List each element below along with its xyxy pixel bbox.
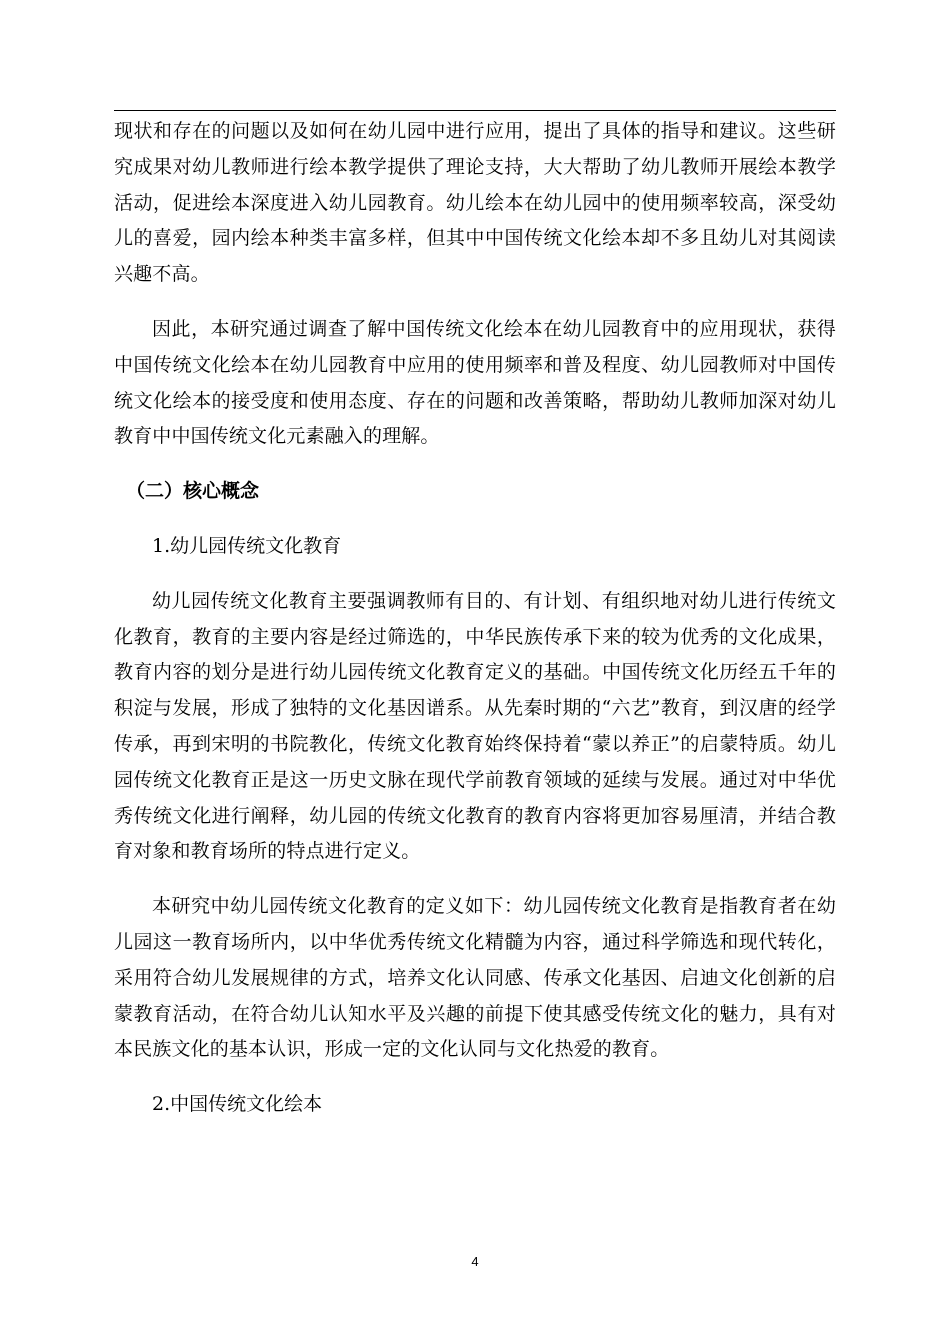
- paragraph-continuation: 现状和存在的问题以及如何在幼儿园中进行应用，提出了具体的指导和建议。这些研究成果对幼儿教师进行绘本教学提供了理论支持，大大帮助了幼儿教师开展绘本教学活动，促进绘本深度进入幼儿园教育。幼儿绘本在幼儿园中的使用频率较高，深受幼儿的喜爱，园内绘本种类丰富多样，但其中中国传统文化绘本却不多且幼儿对其阅读兴趣不高。: [114, 120, 836, 286]
- header-rule: [114, 110, 836, 111]
- subheading-chinese-traditional-culture-picture-books: 2.中国传统文化绘本: [152, 1093, 323, 1116]
- section-heading-core-concepts: （二）核心概念: [126, 480, 260, 503]
- subheading-kindergarten-traditional-culture-education: 1.幼儿园传统文化教育: [152, 534, 342, 557]
- page-number: 4: [471, 1254, 479, 1269]
- paragraph-traditional-culture-education: 幼儿园传统文化教育主要强调教师有目的、有计划、有组织地对幼儿进行传统文化教育，教育的主要内容是经过筛选的，中华民族传承下来的较为优秀的文化成果，教育内容的划分是进行幼儿园传统文化教育定义的基础。中国传统文化历经五千年的积淀与发展，形成了独特的文化基因谱系。从先秦时期的“六艺”教育，到汉唐的经学传承，再到宋明的书院教化，传统文化教育始终保持着“蒙以养正”的启蒙特质。幼儿园传统文化教育正是这一历史文脉在现代学前教育领域的延续与发展。通过对中华优秀传统文化进行阐释，幼儿园的传统文化教育的教育内容将更加容易厘清，并结合教育对象和教育场所的特点进行定义。: [114, 589, 836, 863]
- paragraph-definition: 本研究中幼儿园传统文化教育的定义如下：幼儿园传统文化教育是指教育者在幼儿园这一教育场所内，以中华优秀传统文化精髓为内容，通过科学筛选和现代转化，采用符合幼儿发展规律的方式，培养文化认同感、传承文化基因、启迪文化创新的启蒙教育活动，在符合幼儿认知水平及兴趣的前提下使其感受传统文化的魅力，具有对本民族文化的基本认识，形成一定的文化认同与文化热爱的教育。: [114, 895, 836, 1061]
- page-body: [114, 114, 836, 1142]
- paragraph-research-purpose: 因此，本研究通过调查了解中国传统文化绘本在幼儿园教育中的应用现状，获得中国传统文化绘本在幼儿园教育中应用的使用频率和普及程度、幼儿园教师对中国传统文化绘本的接受度和使用态度、存在的问题和改善策略，帮助幼儿教师加深对幼儿教育中中国传统文化元素融入的理解。: [114, 317, 836, 448]
